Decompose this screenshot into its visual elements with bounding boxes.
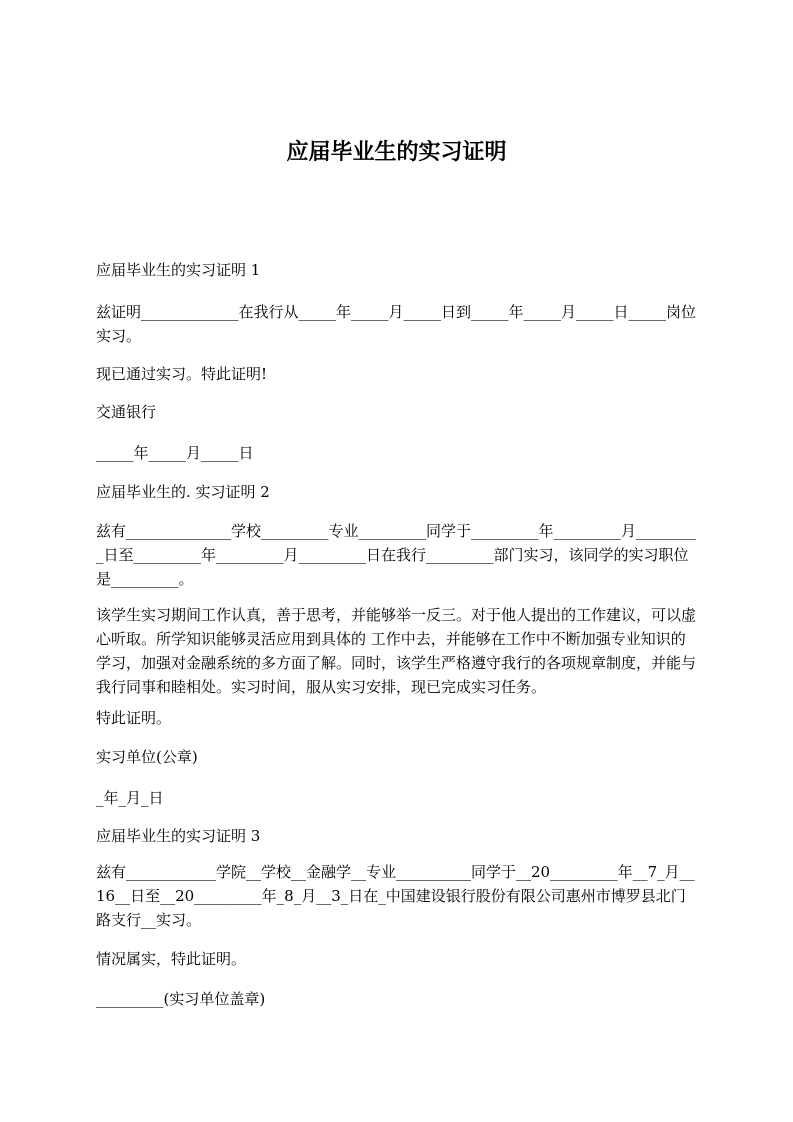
section-1-org: 交通银行 — [96, 403, 157, 421]
section-2-date: _年_月_日 — [96, 789, 164, 807]
section-3-heading: 应届毕业生的实习证明 3 — [96, 827, 261, 845]
page-title: 应届毕业生的实习证明 — [286, 140, 507, 165]
section-2-heading: 应届毕业生的. 实习证明 2 — [96, 483, 270, 501]
section-2-note: 特此证明。 — [96, 709, 172, 727]
section-2-evaluation: 该学生实习期间工作认真，善于思考，并能够举一反三。对于他人提出的工作建议，可以虚心听取。所学知识能够灵活应用到具体的 工作中去，并能够在工作中不断加强专业知识的学习，加强对金融系统的多方面了解。同时，该学生严格遵守我行的各项规章制度，并能与我行同事和睦相处。实习时间，服从实习安排，现已完成实习任务。 — [96, 606, 697, 696]
section-1-body: 兹证明_____________在我行从_____年_____月_____日到_____年_____月_____日_____岗位实习。 — [96, 303, 697, 345]
section-2-body: 兹有______________学校_________专业_________同学于_________年_________月_________日至_________年_________月_________日在我行_________部门实习，该同学的实习职位是_________。 — [96, 522, 697, 588]
section-1-note: 现已通过实习。特此证明! — [96, 365, 268, 383]
section-3-body: 兹有____________学院__学校__金融学__专业__________同学于__20_________年__7_月__16__日至__20_________年_8_月__3_日在_中国建设银行股份有限公司惠州市博罗县北门路支行__实习。 — [96, 863, 695, 929]
section-1-heading: 应届毕业生的实习证明 1 — [96, 261, 261, 279]
section-2-org: 实习单位(公章) — [96, 748, 198, 766]
section-3-signature: _________(实习单位盖章) — [96, 990, 266, 1008]
section-1-date: _____年_____月_____日 — [96, 444, 254, 462]
section-3-note: 情况属实，特此证明。 — [96, 950, 247, 968]
